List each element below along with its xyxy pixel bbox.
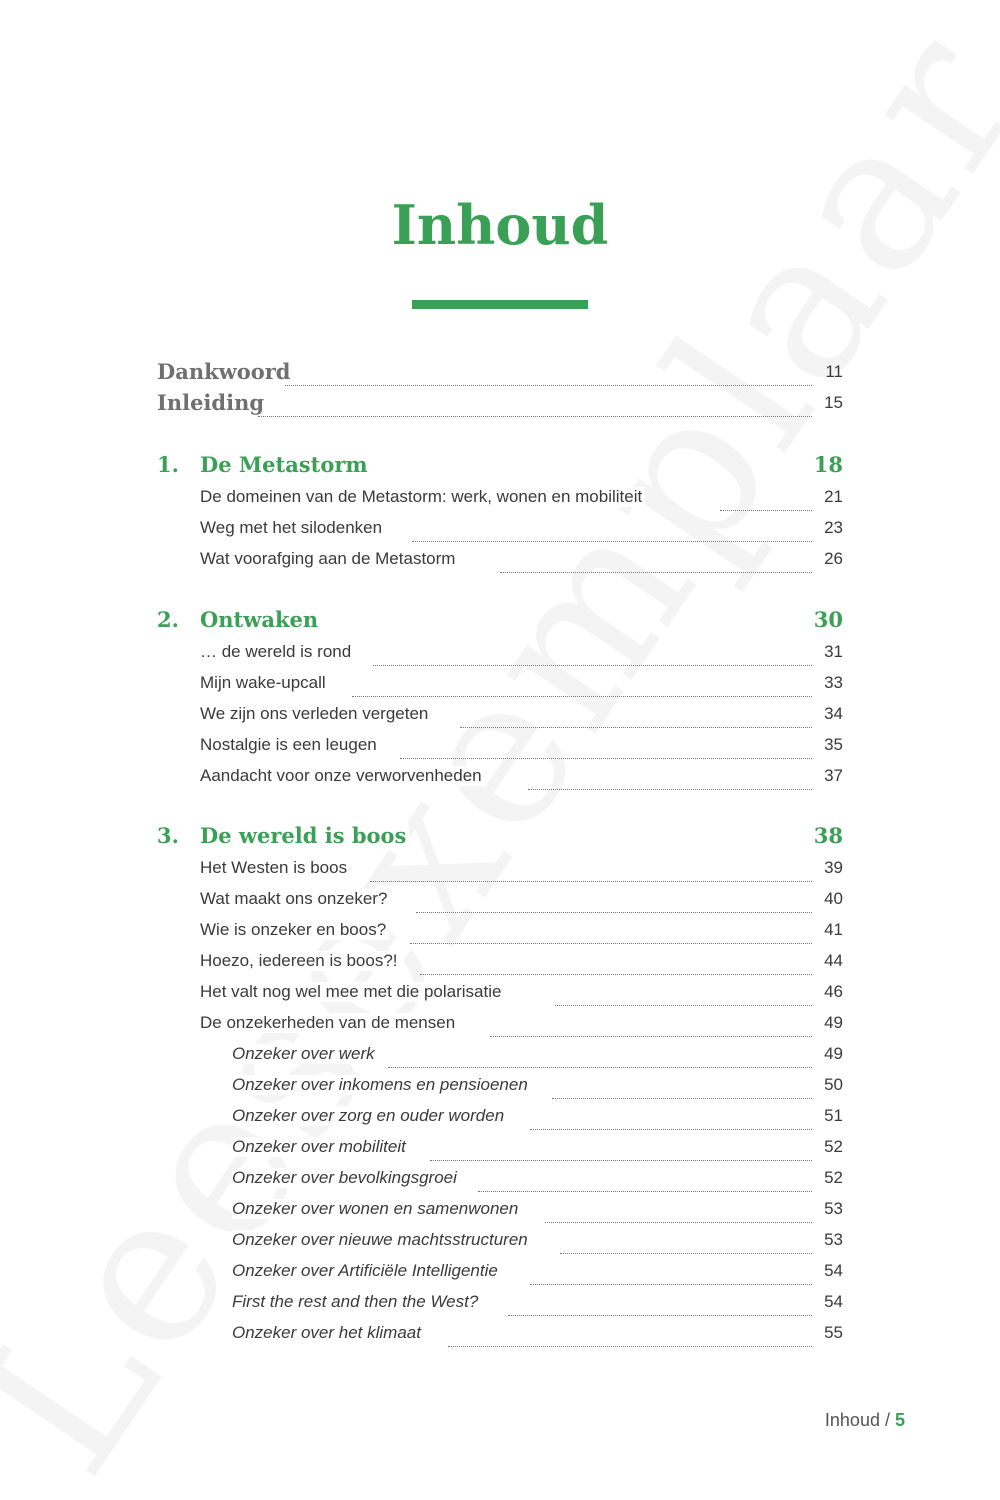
chapter-number: 1. [157, 452, 179, 477]
toc-chapter-2[interactable] [0, 607, 1000, 637]
section-page: 35 [824, 735, 843, 754]
toc-chapter-1[interactable] [0, 452, 1000, 482]
section-label: Weg met het silodenken [200, 518, 385, 538]
toc-entry-page: 15 [824, 393, 843, 412]
toc-section[interactable] [0, 951, 1000, 981]
page-title: Inhoud [391, 193, 609, 257]
chapter-number: 2. [157, 607, 179, 632]
subsection-page: 53 [824, 1199, 843, 1218]
leader-dots [500, 542, 812, 573]
footer-page-number: 5 [894, 1410, 905, 1430]
toc-subsection[interactable] [0, 1075, 1000, 1105]
leader-dots [416, 882, 812, 913]
toc-entry-label: Inleiding [157, 390, 267, 415]
toc-section[interactable] [0, 735, 1000, 765]
leader-dots [528, 759, 812, 790]
section-label: Nostalgie is een leugen [200, 735, 380, 755]
leader-dots [478, 1161, 812, 1192]
subsection-label: Onzeker over het klimaat [232, 1323, 424, 1343]
toc-section[interactable] [0, 549, 1000, 579]
footer-label: Inhoud / [824, 1410, 890, 1430]
leader-dots [388, 1037, 812, 1068]
toc-subsection[interactable] [0, 1044, 1000, 1074]
toc-subsection[interactable] [0, 1261, 1000, 1291]
subsection-label: Onzeker over inkomens en pensioenen [232, 1075, 531, 1095]
toc-subsection[interactable] [0, 1199, 1000, 1229]
subsection-page: 51 [824, 1106, 843, 1125]
subsection-label: Onzeker over wonen en samenwonen [232, 1199, 521, 1219]
section-page: 31 [824, 642, 843, 661]
subsection-page: 54 [824, 1292, 843, 1311]
toc-section[interactable] [0, 766, 1000, 796]
leader-dots [370, 851, 812, 882]
section-page: 33 [824, 673, 843, 692]
leader-dots [460, 697, 812, 728]
section-label: Wat maakt ons onzeker? [200, 889, 390, 909]
subsection-label: Onzeker over nieuwe machtsstructuren [232, 1230, 531, 1250]
section-label: Het Westen is boos [200, 858, 350, 878]
section-page: 37 [824, 766, 843, 785]
leader-dots [552, 1068, 812, 1099]
subsection-page: 54 [824, 1261, 843, 1280]
leader-dots [448, 1316, 812, 1347]
chapter-page: 38 [813, 823, 843, 848]
chapter-title: De wereld is boos [200, 823, 409, 848]
leader-dots [720, 480, 812, 511]
section-label: Wat voorafging aan de Metastorm [200, 549, 458, 569]
section-label: De onzekerheden van de mensen [200, 1013, 458, 1033]
toc-entry-page: 11 [825, 362, 843, 381]
leader-dots [410, 913, 812, 944]
subsection-label: Onzeker over werk [232, 1044, 378, 1064]
section-label: Mijn wake-upcall [200, 673, 329, 693]
section-page: 49 [824, 1013, 843, 1032]
section-page: 46 [824, 982, 843, 1001]
leader-dots [420, 944, 812, 975]
section-page: 26 [824, 549, 843, 568]
leader-dots [285, 355, 812, 386]
toc-entry-inleiding[interactable] [0, 390, 1000, 423]
leader-dots [258, 386, 812, 417]
leader-dots [508, 1285, 812, 1316]
leader-dots [490, 1006, 812, 1037]
leader-dots [545, 1192, 812, 1223]
toc-entry-label: Dankwoord [157, 359, 293, 384]
section-label: Wie is onzeker en boos? [200, 920, 389, 940]
leader-dots [352, 666, 812, 697]
section-page: 41 [824, 920, 843, 939]
section-page: 40 [824, 889, 843, 908]
leader-dots [430, 1130, 812, 1161]
leader-dots [412, 511, 812, 542]
subsection-page: 52 [824, 1137, 843, 1156]
section-label: Het valt nog wel mee met die polarisatie [200, 982, 504, 1002]
section-page: 34 [824, 704, 843, 723]
subsection-page: 49 [824, 1044, 843, 1063]
section-label: … de wereld is rond [200, 642, 354, 662]
subsection-page: 53 [824, 1230, 843, 1249]
leader-dots [373, 635, 812, 666]
chapter-page: 18 [813, 452, 843, 477]
section-page: 39 [824, 858, 843, 877]
page-footer [825, 1410, 905, 1431]
toc-subsection[interactable] [0, 1168, 1000, 1198]
chapter-page: 30 [813, 607, 843, 632]
toc-chapter-3[interactable] [0, 823, 1000, 853]
leader-dots [530, 1099, 812, 1130]
leader-dots [560, 1223, 812, 1254]
chapter-number: 3. [157, 823, 179, 848]
section-label: We zijn ons verleden vergeten [200, 704, 431, 724]
leader-dots [400, 728, 812, 759]
section-label: Hoezo, iedereen is boos?! [200, 951, 401, 971]
toc-subsection[interactable] [0, 1230, 1000, 1260]
section-label: Aandacht voor onze verworvenheden [200, 766, 485, 786]
section-page: 44 [824, 951, 843, 970]
leader-dots [555, 975, 812, 1006]
subsection-page: 50 [824, 1075, 843, 1094]
subsection-label: Onzeker over bevolkingsgroei [232, 1168, 460, 1188]
subsection-page: 55 [824, 1323, 843, 1342]
section-page: 23 [824, 518, 843, 537]
subsection-label: Onzeker over Artificiële Intelligentie [232, 1261, 501, 1281]
subsection-label: First the rest and then the West? [232, 1292, 481, 1312]
chapter-title: Ontwaken [200, 607, 321, 632]
section-label: De domeinen van de Metastorm: werk, wonen en mobiliteit [200, 487, 645, 507]
leader-dots [530, 1254, 812, 1285]
chapter-title: De Metastorm [200, 452, 371, 477]
section-page: 21 [824, 487, 843, 506]
subsection-label: Onzeker over mobiliteit [232, 1137, 409, 1157]
toc-subsection[interactable] [0, 1323, 1000, 1353]
subsection-page: 52 [824, 1168, 843, 1187]
subsection-label: Onzeker over zorg en ouder worden [232, 1106, 507, 1126]
